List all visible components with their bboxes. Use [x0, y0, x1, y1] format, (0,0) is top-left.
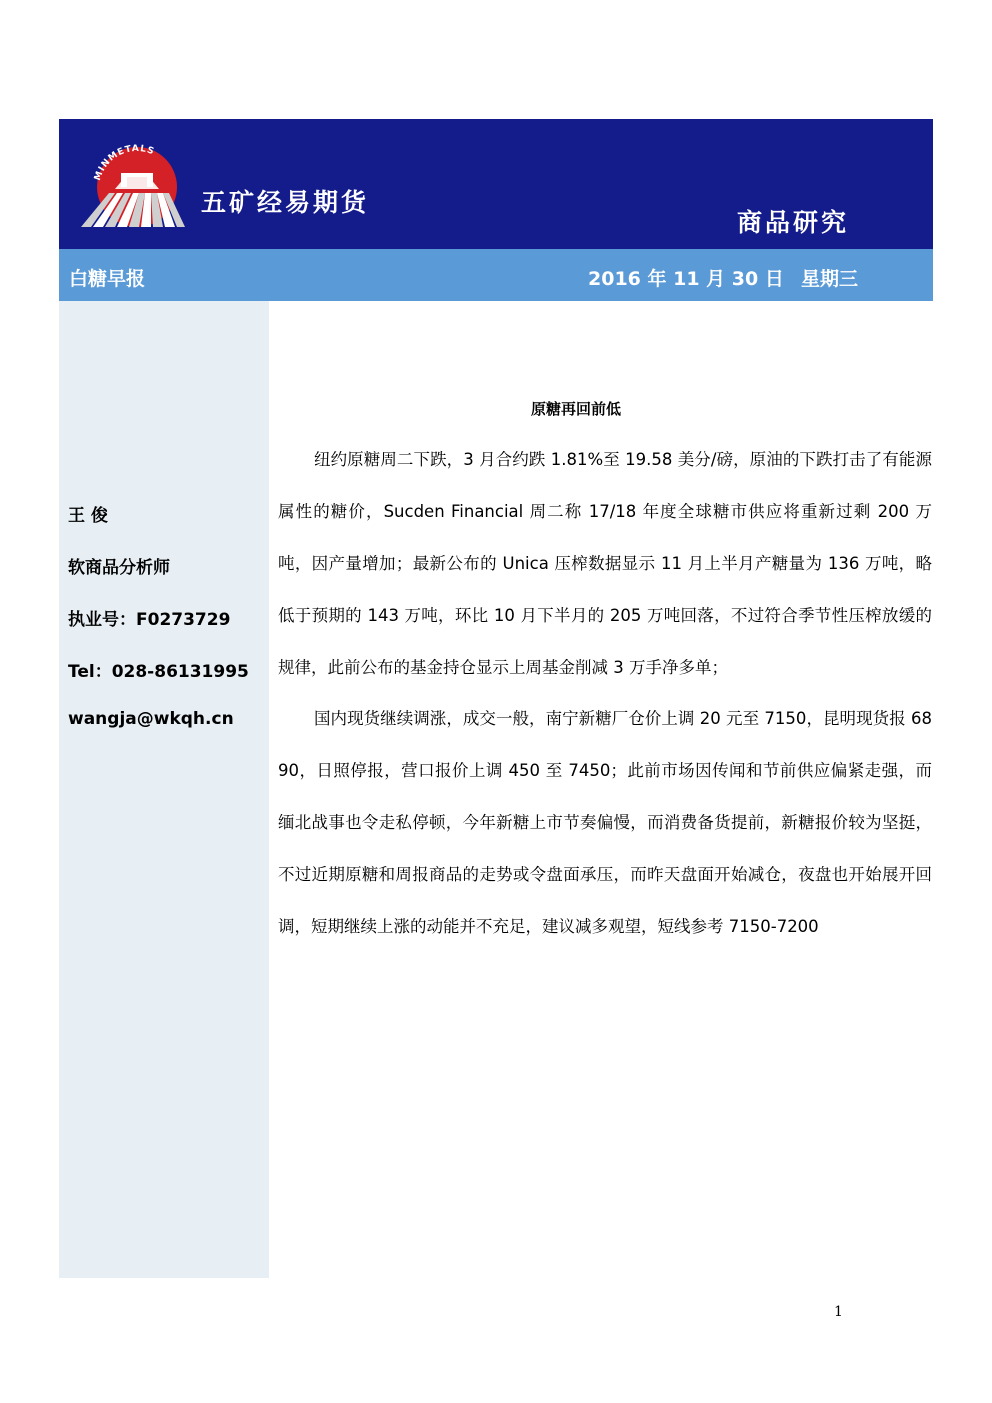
page-number: 1	[834, 1304, 843, 1320]
analyst-email: wangja@wkqh.cn	[68, 709, 234, 729]
report-name: 白糖早报	[69, 268, 146, 290]
department-label: 商品研究	[737, 208, 850, 237]
logo-lettering: MINMETALS	[92, 143, 156, 182]
analyst-sidebar	[59, 301, 269, 1278]
report-date: 2016 年 11 月 30 日	[588, 268, 784, 290]
report-bar	[59, 249, 933, 301]
analyst-license: 执业号：F0273729	[68, 610, 231, 630]
minmetals-logo-icon	[79, 137, 187, 229]
analyst-phone: Tel：028-86131995	[68, 662, 249, 682]
analyst-name: 王 俊	[68, 506, 108, 526]
article-paragraph: 国内现货继续调涨，成交一般，南宁新糖厂仓价上调 20 元至 7150，昆明现货报 6890，日照停报，营口报价上调 450 至 7450；此前市场因传闻和节前供应偏紧走强，而缅北战事也令走私停顿，今年新糖上市节奏偏慢，而消费备货提前，新糖报价较为坚挺，不过近期原糖和周报商品的走势或令盘面承压，而昨天盘面开始减仓，夜盘也开始展开回调，短期继续上涨的动能并不充足，建议减多观望，短线参考 7150-7200	[278, 709, 932, 936]
analyst-title: 软商品分析师	[68, 558, 170, 578]
article-paragraph: 纽约原糖周二下跌，3 月合约跌 1.81%至 19.58 美分/磅，原油的下跌打击了有能源属性的糖价，Sucden Financial 周二称 17/18 年度全球糖市供应将重新过剩 200 万吨，因产量增加；最新公布的 Unica 压榨数据显示 11 月上半月产糖量为 136 万吨，略低于预期的 143 万吨，环比 10 月下半月的 205 万吨回落，不过符合季节性压榨放缓的规律，此前公布的基金持仓显示上周基金削减 3 万手净多单；	[278, 450, 932, 677]
header-banner	[59, 119, 933, 249]
article-title: 原糖再回前低	[530, 400, 621, 418]
company-name: 五矿经易期货	[201, 188, 370, 217]
report-weekday: 星期三	[801, 268, 859, 290]
